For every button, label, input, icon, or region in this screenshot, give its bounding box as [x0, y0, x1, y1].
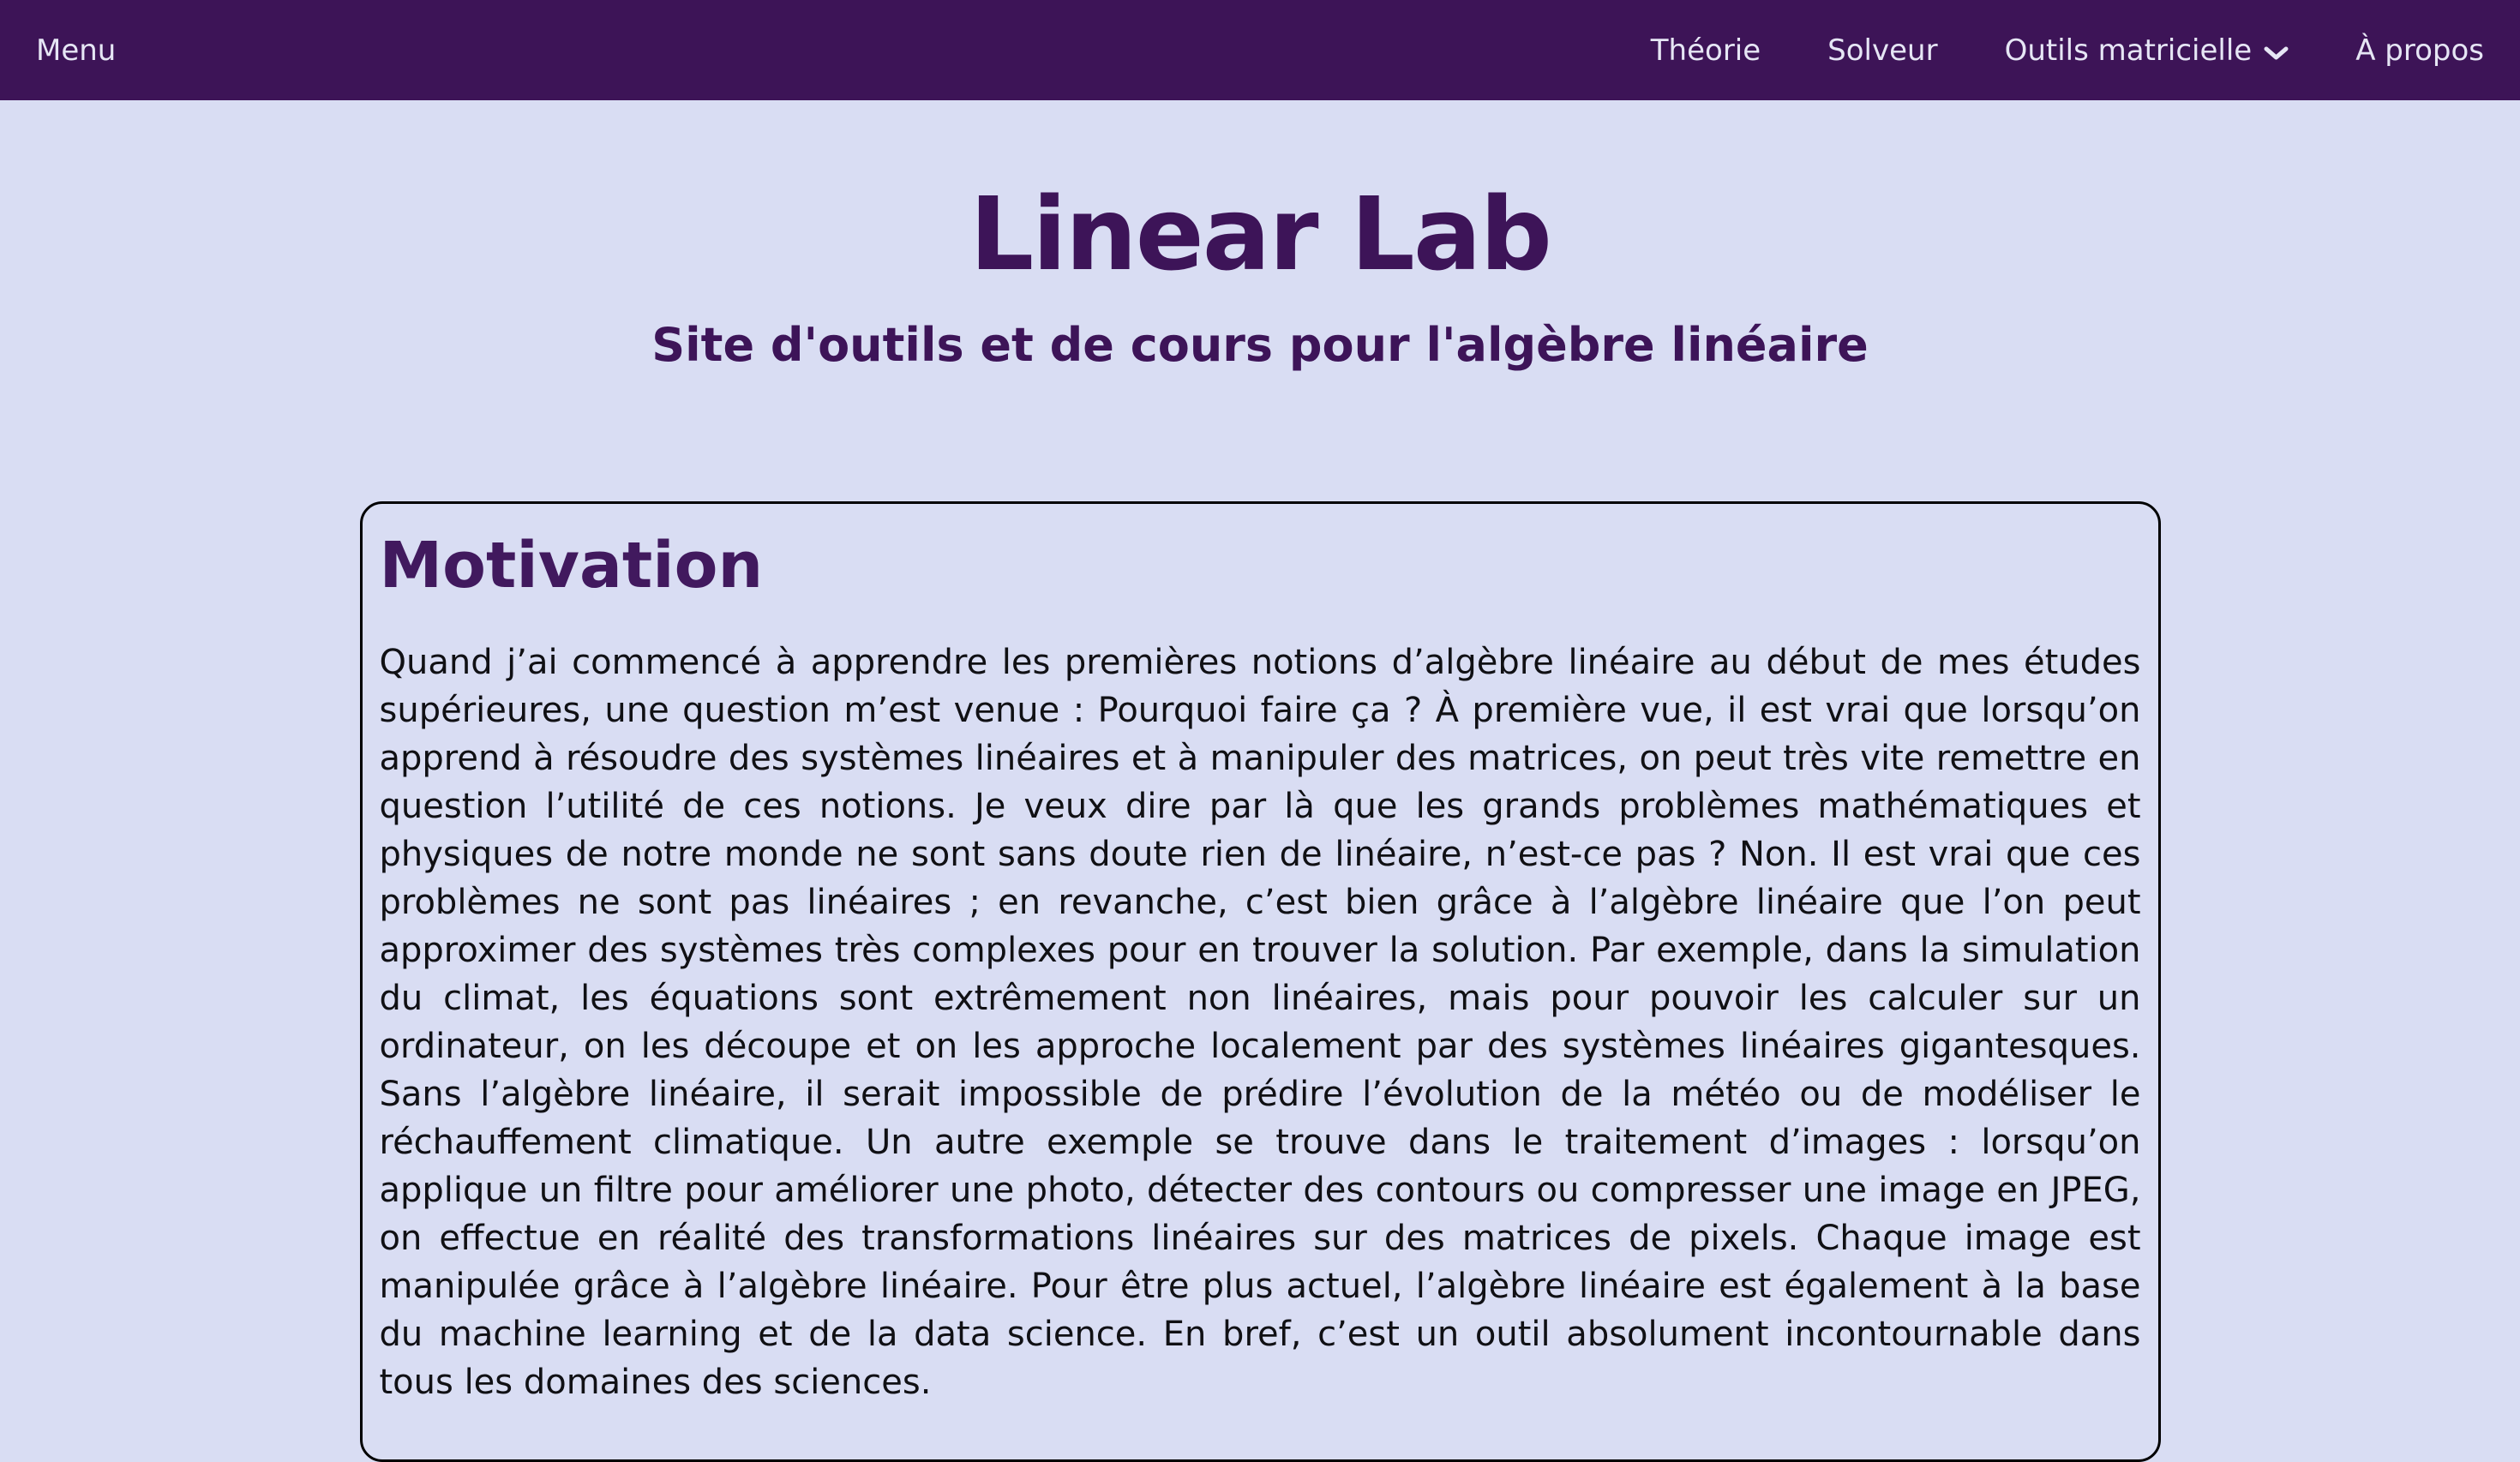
motivation-paragraph: Quand j’ai commencé à apprendre les premières notions d’algèbre linéaire au début de mes études supérieures, une question m’est venue : Pourquoi faire ça ? À première vue, il est vrai que lorsqu’on apprend à résoudre des systèmes linéaires et à manipuler des matrices, on peut très vite remettre en question l’utilité de ces notions. Je veux dire par là que les grands problèmes mathématiques et physiques de notre monde ne sont sans doute rien de linéaire, n’est-ce pas ? Non. Il est vrai que ces problèmes ne sont pas linéaires ; en revanche, c’est bien grâce à l’algèbre linéaire que l’on peut approximer des systèmes très complexes pour en trouver la solution. Par exemple, dans la simulation du climat, les équations sont extrêmement non linéaires, mais pour pouvoir les calculer sur un ordinateur, on les découpe et on les approche localement par des systèmes linéaires gigantesques. Sans l’algèbre linéaire, il serait impossible de prédire l’évolution de la météo ou de modéliser le réchauffement climatique. Un autre exemple se trouve dans le traitement d’images : lorsqu’on applique un filtre pour améliorer une photo, détecter des contours ou compresser une image en JPEG, on effectue en réalité des transformations linéaires sur des matrices de pixels. Chaque image est manipulée grâce à l’algèbre linéaire. Pour être plus actuel, l’algèbre linéaire est également à la base du machine learning et de la data science. En bref, c’est un outil absolument incontournable dans tous les domaines des sciences. — [379, 643, 2141, 1403]
nav-item-label: Théorie — [1650, 33, 1761, 68]
top-navbar — [0, 0, 2520, 100]
motivation-card — [360, 501, 2161, 1462]
menu-button[interactable]: Menu — [36, 33, 117, 68]
nav-item-label: Solveur — [1827, 33, 1938, 68]
page-subtitle: Site d'outils et de cours pour l'algèbre linéaire — [651, 317, 1869, 372]
motivation-heading: Motivation — [379, 529, 764, 603]
nav-item-outils-matricielle-dropdown[interactable] — [2005, 33, 2289, 68]
page-title: Linear Lab — [969, 175, 1551, 293]
chevron-down-icon — [2264, 45, 2289, 61]
nav-item-label: Outils matricielle — [2004, 33, 2253, 68]
hero-section — [0, 174, 2520, 373]
nav-item-solveur[interactable] — [1827, 33, 1937, 68]
nav-item-label: À propos — [2355, 33, 2484, 68]
nav-item-theorie[interactable] — [1651, 33, 1761, 68]
nav-links — [1651, 33, 2484, 68]
nav-item-a-propos[interactable] — [2355, 33, 2484, 68]
